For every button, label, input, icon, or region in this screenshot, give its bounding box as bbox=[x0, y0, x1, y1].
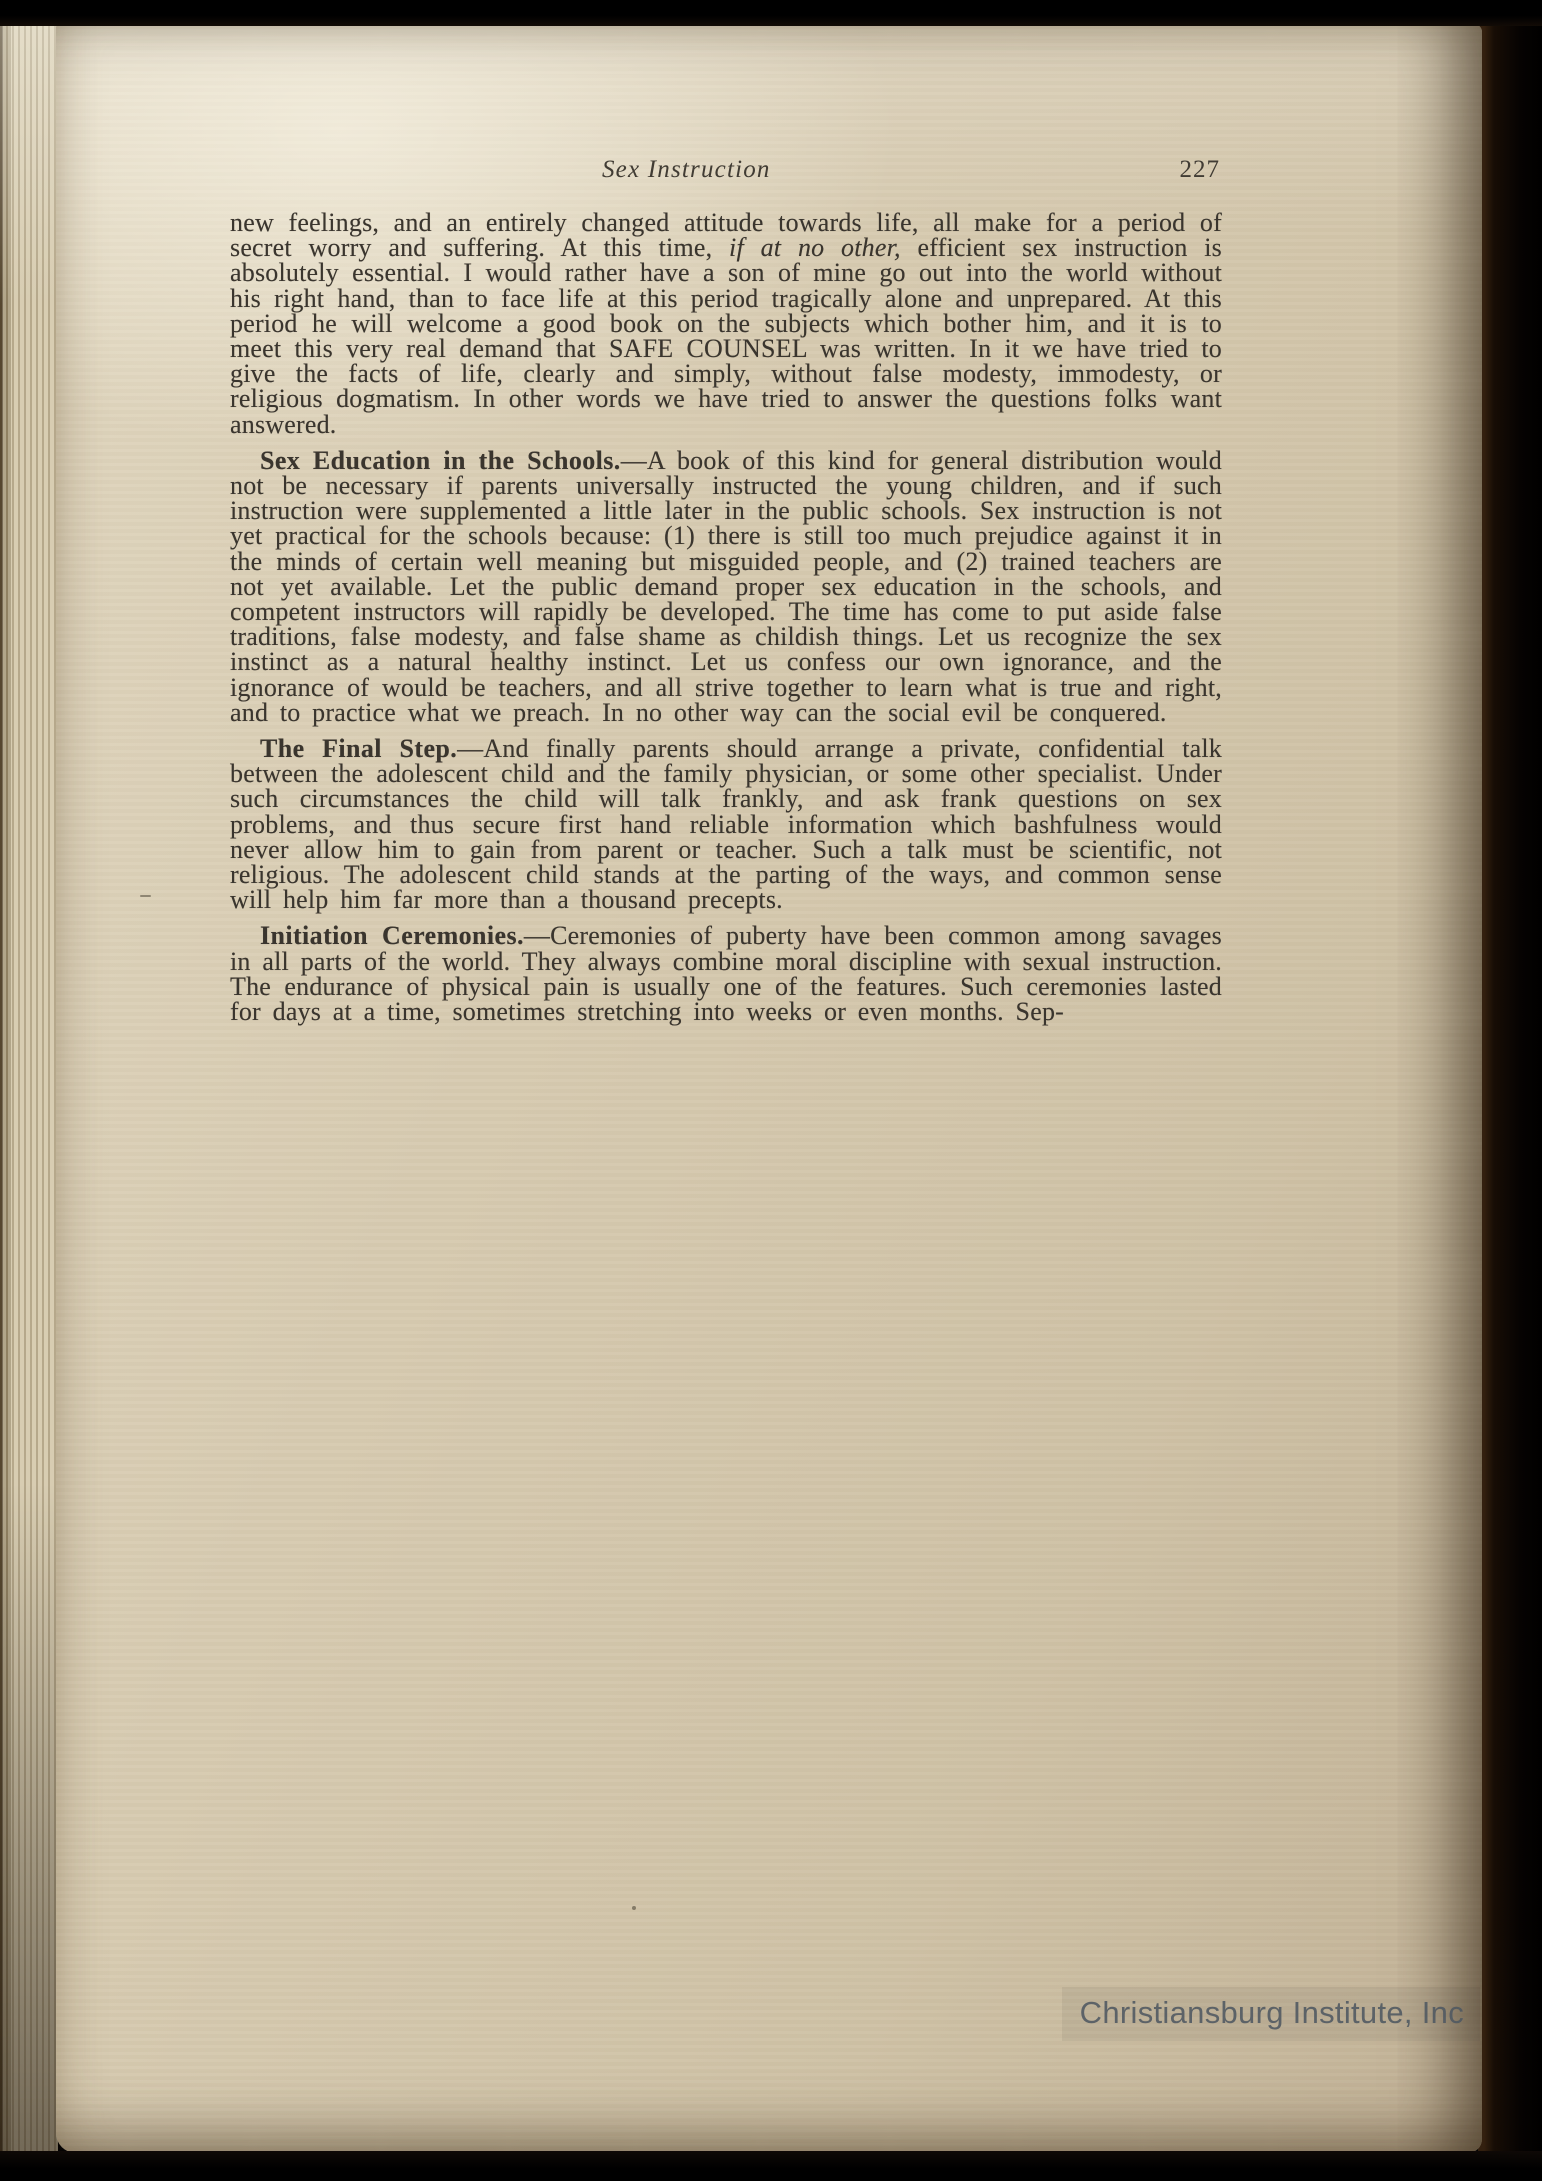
book-page-edges bbox=[0, 0, 58, 2181]
scan-artifact-dash bbox=[140, 895, 151, 897]
book-spine-shadow bbox=[1478, 0, 1542, 2181]
paragraph-text: new feelings, and an entirely changed attitude towards life, all make for a period of secret worry and suffering. At this time, bbox=[230, 208, 1222, 263]
paragraph-text: —A book of this kind for general distribution would not be necessary if parents universally instructed the young children, and if such instruction were supplemented a little later in the public schools. Sex instruction is not yet practical for the schools because: (1) there is still too much prejudice against it in the minds of certain well meaning but misguided people, and (2) trained teachers are not yet available. Let the public demand proper sex education in the schools, and competent instructors will rapidly be developed. The time has come to put aside false traditions, false modesty, and false shame as childish things. Let us recognize the sex instinct as a natural healthy instinct. Let us confess our own ignorance, and the ignorance of would be teachers, and all strive together to learn what is true and right, and to practice what we preach. In no other way can the social evil be conquered. bbox=[230, 445, 1223, 727]
italic-phrase: if at no other, bbox=[729, 233, 901, 263]
paragraph-text: —Ceremonies of puberty have been common among savages in all parts of the world. They always combine moral discipline with sexual instruction. The endurance of physical pain is usually one of the features. Such ceremonies lasted for days at a time, sometimes stretching into weeks or even months. Sep- bbox=[230, 921, 1222, 1027]
paragraph-initiation-ceremonies bbox=[230, 921, 1222, 1027]
running-header-title: Sex Instruction bbox=[601, 156, 771, 183]
scan-border-top bbox=[0, 0, 1542, 26]
page bbox=[56, 24, 1482, 2153]
watermark: Christiansburg Institute, Inc bbox=[1062, 1987, 1480, 2041]
paragraph-lead: Initiation Ceremonies. bbox=[260, 921, 524, 951]
paragraph-sex-education bbox=[230, 445, 1223, 727]
paragraph-final-step bbox=[230, 734, 1222, 915]
running-header bbox=[230, 156, 1222, 188]
paragraph-lead: Sex Education in the Schools. bbox=[260, 445, 621, 475]
scan-artifact-dot bbox=[632, 1906, 636, 1910]
page-number: 227 bbox=[1179, 156, 1220, 183]
scan-border-bottom bbox=[0, 2151, 1542, 2181]
page-content bbox=[230, 156, 1223, 1027]
paragraph-text: efficient sex instruction is absolutely essential. I would rather have a son of mine go out into the world without his right hand, than to face life at this period tragically alone and unprepared. At this period he will welcome a good book on the subjects which bother him, and it is to meet this very real demand that SAFE COUNSEL was written. In it we have tried to give the facts of life, clearly and simply, without false modesty, immodesty, or religious dogmatism. In other words we have tried to answer the questions folks want answered. bbox=[230, 233, 1222, 439]
paragraph-text: —And finally parents should arrange a private, confidential talk between the adolescent child and the family physician, or some other specialist. Under such circumstances the child will talk frankly, and ask frank questions on sex problems, and thus secure first hand reliable information which bashfulness would never allow him to gain from parent or teacher. Such a talk must be scientific, not religious. The adolescent child stands at the parting of the ways, and common sense will help him far more than a thousand precepts. bbox=[230, 734, 1222, 915]
paragraph-lead: The Final Step. bbox=[260, 734, 458, 764]
paragraph-continuation bbox=[230, 210, 1222, 437]
